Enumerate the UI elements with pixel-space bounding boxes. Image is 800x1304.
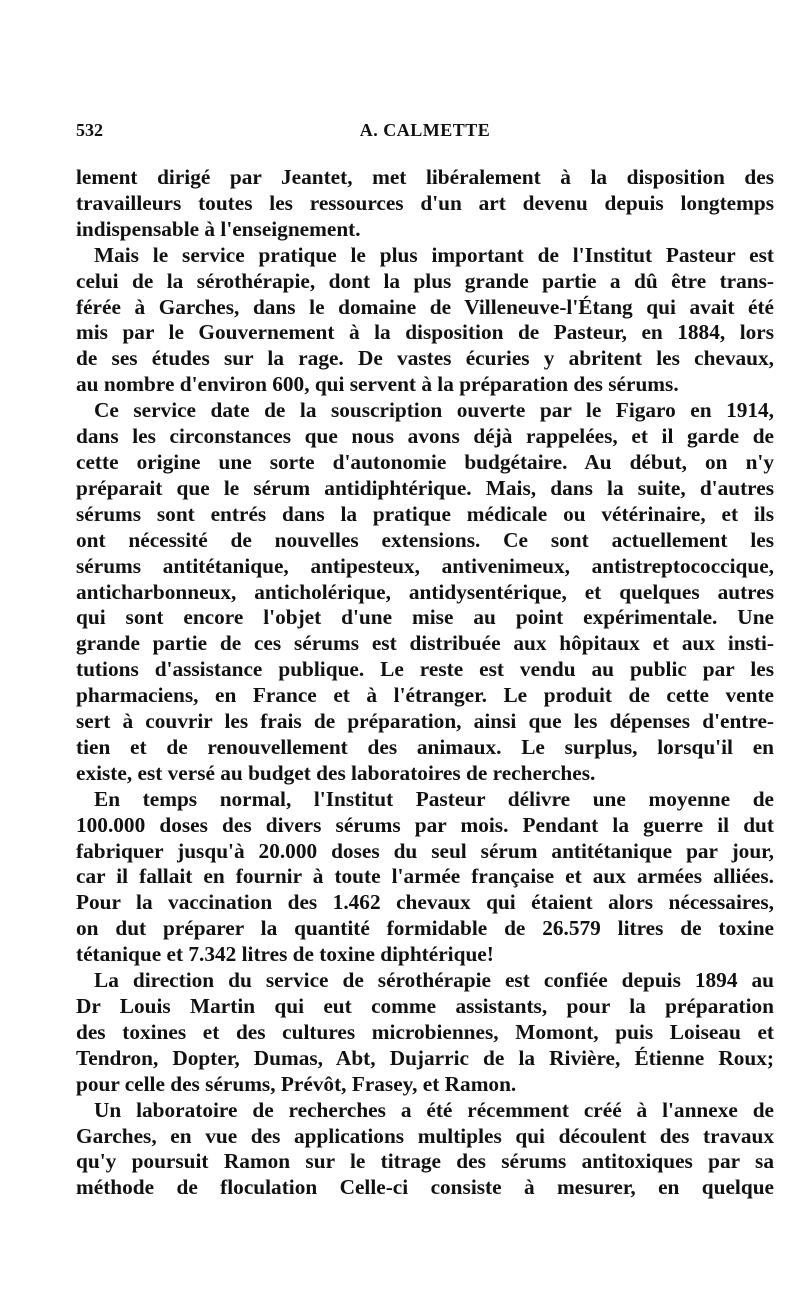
paragraph — [76, 787, 774, 968]
text-line: cette origine une sorte d'autonomie budgétaire. Au début, on n'y — [76, 449, 774, 474]
book-page — [76, 0, 774, 1304]
text-line: ont nécessité de nouvelles extensions. Ce sont actuellement les — [76, 527, 774, 552]
text-line: anticharbonneux, anticholérique, antidysentérique, et quelques autres — [76, 579, 774, 604]
text-line: existe, est versé au budget des laboratoires de recherches. — [76, 760, 596, 785]
paragraph — [76, 968, 774, 1098]
text-line: car il fallait en fournir à toute l'armée française et aux armées alliées. — [76, 864, 774, 889]
text-line: fabriquer jusqu'à 20.000 doses du seul sérum antitétanique par jour, — [76, 838, 774, 863]
text-line: La direction du service de sérothérapie est confiée depuis 1894 au — [94, 968, 774, 993]
page-number: 532 — [76, 120, 103, 140]
text-line: dans les circonstances que nous avons déjà rappelées, et il garde de — [76, 424, 774, 449]
paragraph — [76, 398, 774, 787]
text-line: celui de la sérothérapie, dont la plus grande partie a dû être trans- — [76, 268, 774, 293]
text-line: Tendron, Dopter, Dumas, Abt, Dujarric de la Rivière, Étienne Roux; — [76, 1045, 774, 1070]
text-line: pour celle des sérums, Prévôt, Frasey, et Ramon. — [76, 1071, 517, 1096]
text-line: Un laboratoire de recherches a été récemment créé à l'annexe de — [94, 1097, 774, 1122]
text-line: lement dirigé par Jeantet, met libéralement à la disposition des — [76, 165, 774, 189]
text-line: Garches, en vue des applications multiples qui découlent des travaux — [76, 1123, 774, 1148]
text-line: sérums antitétanique, antipesteux, antivenimeux, antistreptococcique, — [76, 553, 774, 578]
text-line: En temps normal, l'Institut Pasteur délivre une moyenne de — [94, 786, 774, 811]
text-line: tutions d'assistance publique. Le reste est vendu au public par les — [76, 657, 774, 682]
text-line: 100.000 doses des divers sérums par mois. Pendant la guerre il dut — [76, 812, 774, 837]
text-line: indispensable à l'enseignement. — [76, 216, 361, 241]
text-line: férée à Garches, dans le domaine de Villeneuve-l'Étang qui avait été — [76, 294, 774, 319]
running-head: A. CALMETTE — [359, 120, 491, 140]
text-line: méthode de floculation Celle-ci consiste à mesurer, en quelque — [76, 1175, 774, 1200]
text-line: Dr Louis Martin qui eut comme assistants, pour la préparation — [76, 994, 774, 1018]
text-line: Mais le service pratique le plus important de l'Institut Pasteur est — [94, 242, 774, 267]
text-line: on dut préparer la quantité formidable de 26.579 litres de toxine — [76, 916, 774, 941]
text-line: préparait que le sérum antidiphtérique. Mais, dans la suite, d'autres — [76, 475, 774, 500]
text-line: travailleurs toutes les ressources d'un art devenu depuis longtemps — [76, 190, 774, 215]
text-line: mis par le Gouvernement à la disposition de Pasteur, en 1884, lors — [76, 320, 774, 345]
paragraph — [76, 243, 774, 398]
text-line: des toxines et des cultures microbiennes, Momont, puis Loiseau et — [76, 1019, 774, 1044]
page-header — [76, 120, 774, 144]
text-line: au nombre d'environ 600, qui servent à la préparation des sérums. — [76, 372, 679, 397]
text-line: de ses études sur la rage. De vastes écuries y abritent les chevaux, — [76, 346, 774, 371]
paragraph — [76, 1098, 774, 1202]
text-line: sert à couvrir les frais de préparation, ainsi que les dépenses d'entre- — [76, 709, 774, 734]
text-line: tétanique et 7.342 litres de toxine diphtérique! — [76, 942, 494, 967]
text-line: qui sont encore l'objet d'une mise au point expérimentale. Une — [76, 605, 774, 630]
body-text — [76, 165, 774, 1201]
paragraph — [76, 165, 774, 243]
text-line: qu'y poursuit Ramon sur le titrage des sérums antitoxiques par sa — [76, 1149, 774, 1174]
text-line: Pour la vaccination des 1.462 chevaux qui étaient alors nécessaires, — [76, 890, 774, 915]
text-line: sérums sont entrés dans la pratique médicale ou vétérinaire, et ils — [76, 501, 774, 526]
text-line: grande partie de ces sérums est distribuée aux hôpitaux et aux insti- — [76, 631, 774, 656]
text-line: pharmaciens, en France et à l'étranger. Le produit de cette vente — [76, 683, 774, 708]
text-line: tien et de renouvellement des animaux. Le surplus, lorsqu'il en — [76, 734, 774, 759]
text-line: Ce service date de la souscription ouverte par le Figaro en 1914, — [94, 398, 774, 423]
